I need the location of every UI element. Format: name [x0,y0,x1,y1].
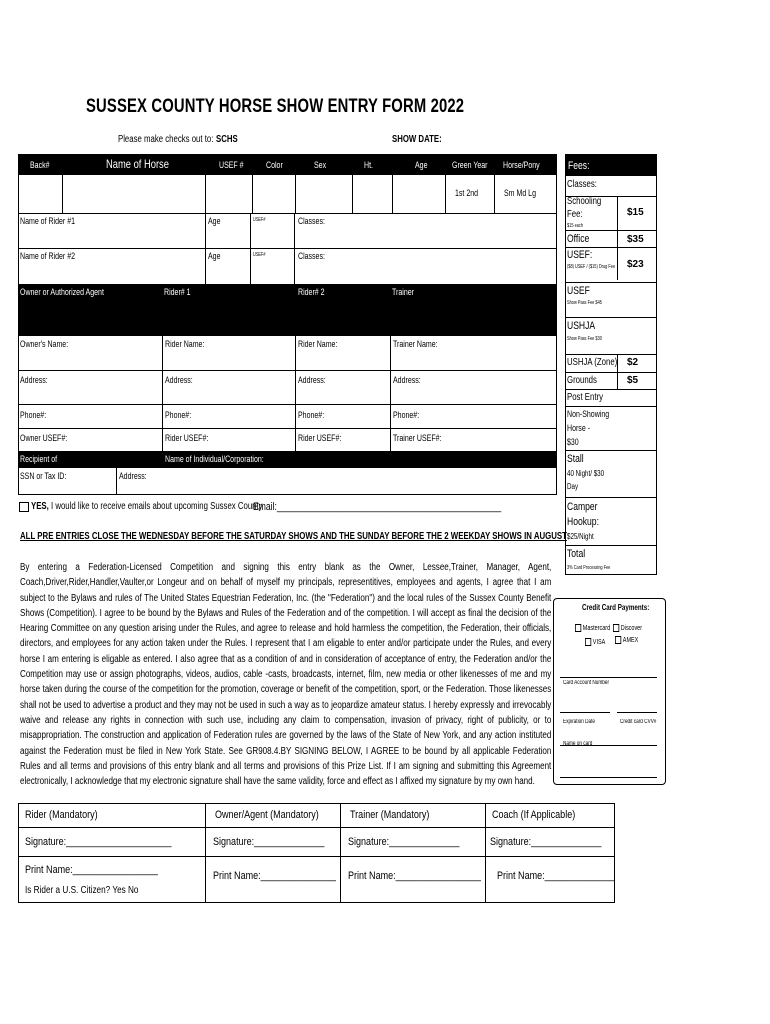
rider2-name[interactable]: Rider Name: [298,339,338,349]
rider1-label: Name of Rider #1 [20,216,76,226]
rider1-classes: Classes: [298,216,325,226]
cc-name: Name on card [563,741,593,747]
fee-ushja-zone-price: $2 [627,357,639,368]
ssn-row[interactable] [18,467,557,495]
cc-title: Credit Card Payments: [582,603,650,612]
discover-label: Discover [620,624,643,632]
fee-camper-note: $25/Night [567,532,594,541]
fee-classes: Classes: [567,179,597,190]
coach-print-name-field[interactable]: Print Name:______________ [497,870,615,882]
expiration-line[interactable] [560,712,610,713]
email-yes: YES, [31,501,49,512]
cc-discover[interactable] [613,624,642,632]
rider2-classes: Classes: [298,251,325,261]
owner-address[interactable]: Address: [20,375,48,385]
citizen-question[interactable]: Is Rider a U.S. Citizen? Yes No [25,885,139,896]
owner-agent-header: Owner or Authorized Agent [20,287,104,297]
rider2-usef-num[interactable]: Rider USEF#: [298,433,342,443]
col-horse-pony: Horse/Pony [503,160,540,170]
rider1-usef: USEF# [253,217,266,223]
fee-office-price: $35 [627,234,644,245]
owner-phone[interactable]: Phone#: [20,410,47,420]
recipient-bar [18,451,557,468]
legal-agreement-text: By entering a Federation-Licensed Competition and signing this entry blank as the Owner, Lessee,Trainer, Manager, Agent, Coach,Driver,Rider,Handler,Vaulter,or Longeur and on behalf of myself my principals, representitives, employees and agents, I agree that I am subject to the Bylaws and rules of The United States Equestrian Federation, Inc. (the "Federation") and the local rules of the Sussex County Benefit Shows (Competition). I agree to be bound by the Bylaws and Rules of the Federation and of the competition. I will accept as final the decision of the Hearing Committee on any question arising under the Rules, and agree to release and hold harmless the competition, the Federation, their officials, directors, and employees for any action taken under the Rules. I represent that I am eligable to enter and/or participate under the Rules, and every horse I am entering is eligable as entered. I also agree that as a condition of and in consideration of acceptance of entry, the Federation and/or the Competition may use or assign photographs, videos, audios, cable -casts, broadcasts, internet, film, new media or other likenesses of me and my horse taken during the course of the competition for the promotion, coverage or benefit of the competition, sport, or the Federation. Those likenesses shall not be used to advertise a product and they may not be used in such a way as to jeopardize amateur status. I hereby expressly and irrevocably waive and release any rights in connection with such use, including any claim to compensation, invasion of privacy, right of publicity, or to misappropriation. The construction and application of Federation rules are governed by the laws of the State of New York, and any action instituted against the Federation must be filed in New York State. See GR908.4.BY SIGNING BELOW, I AGREE to be bound by all applicable Federation Rules and all terms and provisions of this entry blank and all terms and provisions of this Prize List. If I am signing and submitting this Agreement electronically, I acknowledge that my electronic signature shall have the same validity, force and effect as I affixed my signature by my own hand. [20,562,552,788]
rider1-age: Age [208,216,221,226]
cc-visa[interactable] [585,638,605,646]
col-color: Color [266,160,283,170]
rider-print-name-field[interactable]: Print Name:_________________ [25,864,158,876]
cvv-line[interactable] [617,712,657,713]
trainer-signature-field[interactable]: Signature:______________ [348,836,460,848]
fee-schooling-note: $15 each [567,223,584,229]
email-field[interactable]: Email:_______________________________________________ [253,501,502,513]
owner-usef[interactable]: Owner USEF#: [20,433,68,443]
entries-close-notice: ALL PRE ENTRIES CLOSE THE WEDNESDAY BEFORE THE SATURDAY SHOWS AND THE SUNDAY BEFORE THE 2 WEEKDAY SHOWS IN AUGUST [20,531,567,542]
fee-usef-price: $23 [627,259,644,270]
checks-payee: SCHS [216,134,238,145]
rider1-name[interactable]: Rider Name: [165,339,205,349]
rider2-usef: USEF# [253,252,266,258]
rider1-header: Rider# 1 [164,287,191,297]
visa-checkbox[interactable] [585,638,591,646]
fee-horse-price: $30 [567,437,579,447]
recipient-label: Recipient of [20,454,58,464]
cc-account: Card Account Number [563,680,610,686]
col-ht: Ht. [364,160,373,170]
rider2-address[interactable]: Address: [298,375,326,385]
checks-label: Please make checks out to: [118,134,214,145]
cc-mastercard[interactable] [575,624,610,632]
fee-usef2-note: Show Pass Fee $45 [567,300,602,306]
ssn-address: Address: [119,471,147,481]
rider2-phone[interactable]: Phone#: [298,410,325,420]
fee-usef: USEF: [567,249,593,261]
sig-header-rider: Rider (Mandatory) [25,809,98,821]
cc-expiration: Expiration Date [563,719,596,725]
coach-signature-field[interactable]: Signature:______________ [490,836,602,848]
trainer-phone[interactable]: Phone#: [393,410,420,420]
fees-title: Fees: [568,160,590,172]
rider1-phone[interactable]: Phone#: [165,410,192,420]
sig-header-owner: Owner/Agent (Mandatory) [215,809,319,821]
fee-schooling-price: $15 [627,207,644,218]
amex-label: AMEX [622,636,639,644]
trainer-address[interactable]: Address: [393,375,421,385]
fee-non-showing: Non-Showing [567,409,610,419]
trainer-print-name-field[interactable]: Print Name:_________________ [348,870,481,882]
cc-amex[interactable] [615,636,638,644]
col-back: Back# [30,160,50,170]
parties-table [18,335,557,452]
fee-grounds-price: $5 [627,375,639,386]
rider2-header: Rider# 2 [298,287,325,297]
fee-ushja: USHJA [567,320,596,332]
owner-print-name-field[interactable]: Print Name:_______________ [213,870,336,882]
fee-total: Total [567,548,586,560]
fee-office: Office [567,233,590,245]
amex-checkbox[interactable] [615,636,621,644]
fee-ushja-zone: USHJA (Zone) [567,357,618,368]
col-usef: USEF # [219,160,244,170]
rider-signature-field[interactable]: Signature:_____________________ [25,836,172,848]
fee-fee: Fee: [567,209,583,220]
trainer-usef[interactable]: Trainer USEF#: [393,433,442,443]
col-horse-name: Name of Horse [106,157,169,171]
fee-usef-note: ($8) USEF / ($15) Drug Fee [567,264,616,270]
form-title: SUSSEX COUNTY HORSE SHOW ENTRY FORM 2022 [86,96,465,117]
discover-checkbox[interactable] [613,624,619,632]
size-options[interactable]: Sm Md Lg [504,188,536,198]
rider1-row[interactable] [18,213,557,249]
individual-label: Name of Individual/Corporation: [165,454,264,464]
col-age: Age [415,160,428,170]
rider2-age: Age [208,251,221,261]
fee-usef2: USEF [567,285,590,297]
trainer-header: Trainer [392,287,414,297]
sig-header-coach: Coach (If Applicable) [492,809,576,821]
mastercard-label: Mastercard [582,624,611,632]
show-date-label: SHOW DATE: [392,134,442,145]
ssn-label: SSN or Tax ID: [20,471,67,481]
fee-hookup: Hookup: [567,516,599,528]
fee-total-note: 3% Card Processing Fee [567,565,611,571]
mastercard-checkbox[interactable] [575,624,581,632]
fee-post-entry: Post Entry [567,392,603,403]
trainer-name[interactable]: Trainer Name: [393,339,438,349]
fee-ushja-note: Show Pass Fee $30 [567,336,602,342]
rider2-label: Name of Rider #2 [20,251,76,261]
rider1-usef-num[interactable]: Rider USEF#: [165,433,209,443]
fee-stall: Stall [567,453,584,465]
rider1-address[interactable]: Address: [165,375,193,385]
fee-stall-day: Day [567,482,579,491]
sig-header-trainer: Trainer (Mandatory) [350,809,430,821]
cc-cvv: Credit card CVV# [620,719,657,725]
fee-grounds: Grounds [567,375,597,386]
email-checkbox[interactable] [19,502,29,512]
account-number-line[interactable] [560,677,657,678]
fee-horse: Horse - [567,423,591,433]
visa-label: VISA [592,638,606,646]
fee-camper: Camper [567,501,598,513]
rider2-row[interactable] [18,248,557,285]
owners-name[interactable]: Owner's Name: [20,339,69,349]
fee-stall-note: 40 Night/ $30 [567,469,605,478]
col-green-year: Green Year [452,160,488,170]
email-text: I would like to receive emails about upcoming Sussex County [51,501,263,512]
cc-signature-line[interactable] [560,777,657,778]
col-sex: Sex [314,160,327,170]
green-year-options[interactable]: 1st 2nd [455,188,479,198]
owner-signature-field[interactable]: Signature:______________ [213,836,325,848]
fee-schooling: Schooling [567,196,602,207]
